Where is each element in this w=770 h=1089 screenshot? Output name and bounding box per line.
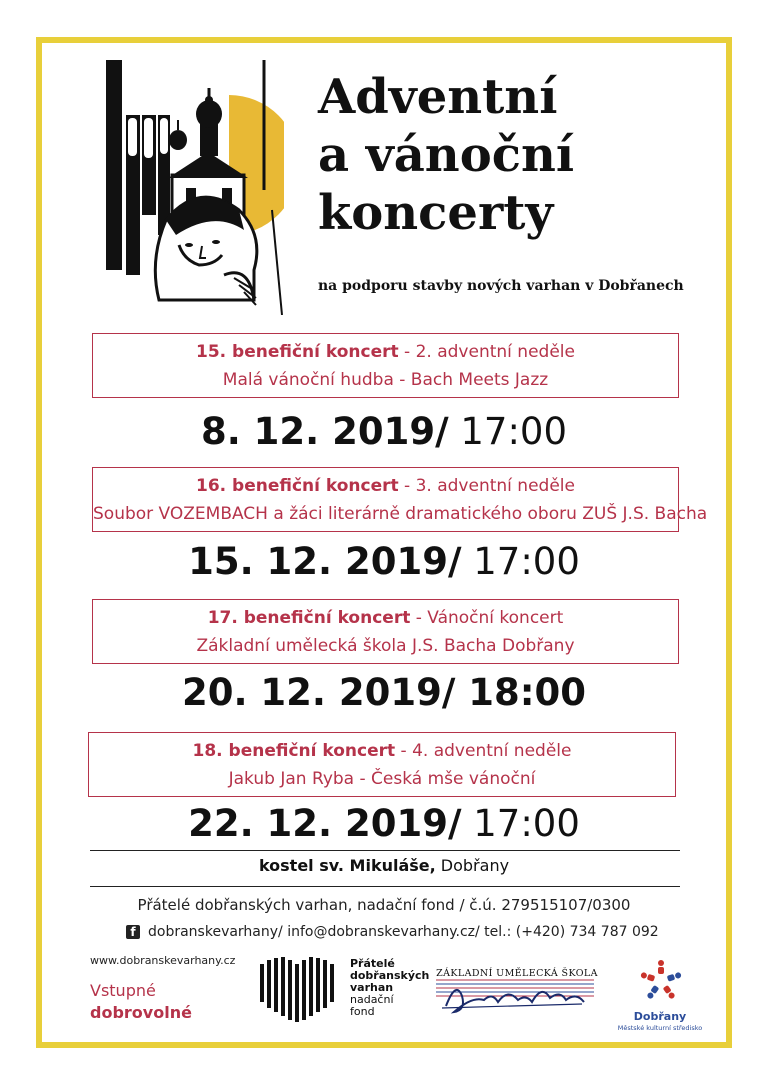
title-line-3: koncerty <box>318 185 554 241</box>
concert-time: 17:00 <box>461 802 580 845</box>
venue-name: kostel sv. Mikuláše, <box>258 856 436 875</box>
entry-line-1: Vstupné <box>90 981 156 1000</box>
poster-title <box>318 68 574 242</box>
concert-datetime-16 <box>36 540 732 584</box>
fund-line: Přátelé dobřanských varhan, nadační fond / č.ú. 279515107/0300 <box>137 896 631 914</box>
concert-box-18 <box>88 732 676 797</box>
pratele-logo-text <box>350 958 429 1018</box>
concert-label: 17. benefiční koncert <box>207 608 411 628</box>
concert-box-15 <box>92 333 679 398</box>
concert-time: 18:00 <box>455 671 586 714</box>
concert-program: Jakub Jan Ryba - Česká mše vánoční <box>228 769 536 789</box>
dobrany-logo-name: Dobřany <box>633 1010 687 1023</box>
pratele-line-3: varhan <box>350 981 394 994</box>
concert-date: 15. 12. 2019/ <box>188 540 462 583</box>
concert-datetime-17 <box>36 671 732 715</box>
contacts-line <box>126 924 659 940</box>
entry-line-2: dobrovolné <box>90 1003 192 1022</box>
venue-town: Dobřany <box>435 856 510 875</box>
concert-occasion: - 3. adventní neděle <box>398 476 575 496</box>
organ-church-bach-illustration <box>104 60 284 315</box>
concert-occasion: - 4. adventní neděle <box>395 741 572 761</box>
concert-label: 16. benefiční koncert <box>196 476 399 496</box>
concert-program: Malá vánoční hudba - Bach Meets Jazz <box>222 370 549 390</box>
concert-datetime-18 <box>36 802 732 846</box>
title-line-1: Adventní <box>318 69 558 125</box>
concert-time: 17:00 <box>461 540 580 583</box>
concert-program: Soubor VOZEMBACH a žáci literárně dramatického oboru ZUŠ J.S. Bacha <box>93 504 708 524</box>
pratele-line-4: nadační <box>350 993 394 1006</box>
concert-box-17 <box>92 599 679 664</box>
concert-occasion: - 2. adventní neděle <box>398 342 575 362</box>
concert-datetime-15 <box>36 410 732 454</box>
facebook-icon: f <box>126 925 140 939</box>
divider-bottom <box>90 886 680 887</box>
concert-date: 8. 12. 2019/ <box>201 410 449 453</box>
dobrany-star-logo <box>638 958 684 1004</box>
pratele-line-1: Přátelé <box>350 957 395 970</box>
venue <box>36 856 732 875</box>
contacts-text: dobranskevarhany/ info@dobranskevarhany.cz/ tel.: (+420) 734 787 092 <box>148 924 659 940</box>
concert-time: 17:00 <box>448 410 567 453</box>
pratele-line-5: fond <box>350 1005 375 1018</box>
title-line-2: a vánoční <box>318 127 575 183</box>
entry-fee <box>90 980 192 1024</box>
divider-top <box>90 850 680 851</box>
concert-program: Základní umělecká škola J.S. Bacha Dobřany <box>196 636 575 656</box>
zus-signature-logo <box>432 966 598 1022</box>
concert-label: 18. benefiční koncert <box>192 741 396 761</box>
zus-logo-name: ZÁKLADNÍ UMĚLECKÁ ŠKOLA <box>436 968 598 979</box>
concert-label: 15. benefiční koncert <box>196 342 399 362</box>
concert-occasion: - Vánoční koncert <box>410 608 564 628</box>
dobrany-logo-subtitle: Městské kulturní středisko <box>617 1024 703 1032</box>
poster-subtitle: na podporu stavby nových varhan v Dobřanech <box>318 278 684 294</box>
website-link[interactable]: www.dobranskevarhany.cz <box>90 954 236 967</box>
concert-date: 20. 12. 2019/ <box>181 671 456 714</box>
concert-date: 22. 12. 2019/ <box>188 802 462 845</box>
concert-box-16 <box>92 467 708 532</box>
pratele-line-2: dobřanských <box>350 969 430 982</box>
